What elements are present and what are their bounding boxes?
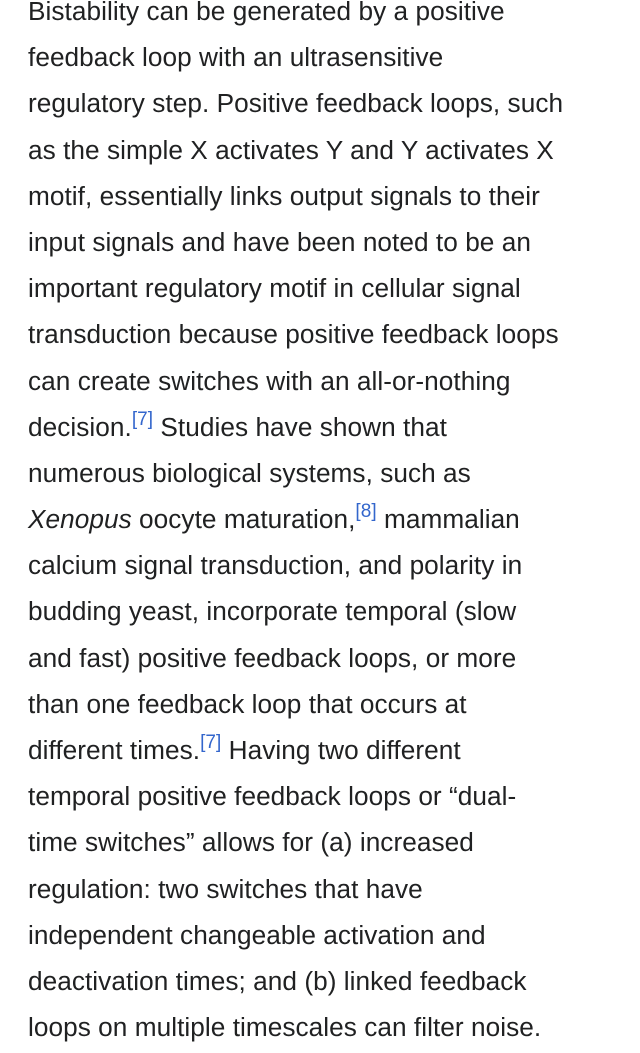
text-line: Bistability can be generated by a positive bbox=[28, 0, 505, 26]
text-line: time switches” allows for (a) increased bbox=[28, 827, 474, 858]
text-line: feedback loop with an ultrasensitive bbox=[28, 42, 444, 73]
text-line: numerous biological systems, such as bbox=[28, 457, 471, 488]
citation-link-7[interactable]: [7] bbox=[200, 732, 222, 754]
text-line: regulatory step. Positive feedback loops, such bbox=[28, 88, 564, 119]
text-segment: Having two different bbox=[221, 735, 461, 765]
citation-link-8[interactable]: [8] bbox=[355, 501, 377, 523]
text-line: and fast) positive feedback loops, or more bbox=[28, 642, 517, 673]
text-line: than one feedback loop that occurs at bbox=[28, 688, 467, 719]
text-segment: different times. bbox=[28, 735, 201, 765]
citation-link-7[interactable]: [7] bbox=[131, 408, 154, 430]
text-segment: Studies have shown that bbox=[153, 411, 447, 442]
text-line bbox=[28, 496, 618, 542]
text-line bbox=[28, 404, 618, 450]
text-segment: mammalian bbox=[376, 504, 520, 535]
text-line: transduction because positive feedback loops bbox=[28, 319, 559, 350]
article-paragraph bbox=[28, 0, 618, 1050]
text-line: motif, essentially links output signals to their bbox=[28, 180, 540, 211]
text-line: independent changeable activation and bbox=[28, 919, 486, 950]
text-line: calcium signal transduction, and polarity in bbox=[28, 550, 523, 581]
text-line: input signals and have been noted to be an bbox=[28, 226, 531, 257]
text-line: important regulatory motif in cellular signal bbox=[28, 273, 521, 304]
text-line bbox=[28, 727, 618, 773]
text-line: temporal positive feedback loops or “dual- bbox=[28, 781, 517, 812]
italic-term: Xenopus bbox=[28, 504, 132, 535]
text-line: loops on multiple timescales can filter noise. bbox=[28, 1012, 542, 1043]
text-line: as the simple X activates Y and Y activates X bbox=[28, 134, 554, 165]
text-line: regulation: two switches that have bbox=[28, 873, 423, 904]
text-segment: decision. bbox=[28, 411, 132, 442]
text-line: budding yeast, incorporate temporal (slow bbox=[28, 596, 517, 627]
text-segment: oocyte maturation, bbox=[131, 504, 356, 535]
text-line: deactivation times; and (b) linked feedback bbox=[28, 965, 527, 996]
text-line: can create switches with an all-or-nothing bbox=[28, 365, 511, 396]
